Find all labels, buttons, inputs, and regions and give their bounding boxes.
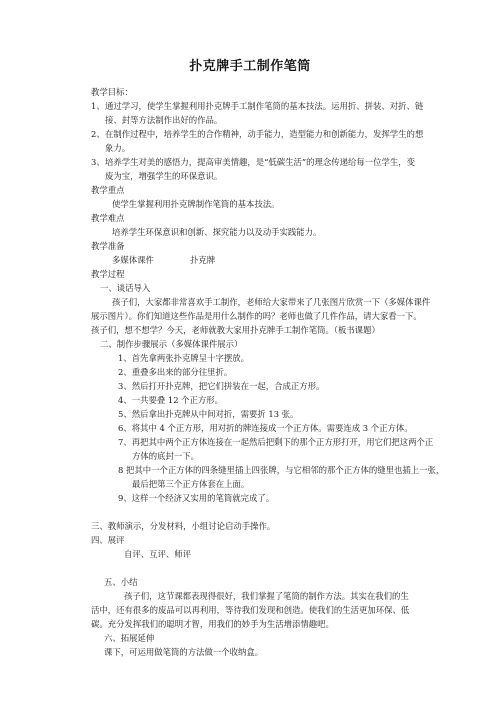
goal-3-number: 3、 — [91, 157, 105, 167]
goal-2-line-2: 象力。 — [105, 143, 131, 153]
step-4: 4、一共要叠 12 个正方形。 — [118, 395, 224, 405]
section-4-text: 自评、互评、师评 — [124, 549, 191, 559]
section-1-line-1: 孩子们，大家都非常喜欢手工制作，老师给大家带来了几张图片欣赏一下（多媒体课件 — [112, 297, 431, 307]
process-heading: 教学过程 — [91, 269, 125, 279]
section-1-heading: 一、谈话导入 — [100, 283, 151, 293]
goal-2-line-1: 在制作过程中，培养学生的合作精神，动手能力，造型能力和创新能力，发挥学生的想 — [105, 129, 424, 139]
goal-3-line-2: 废为宝，增强学生的环保意识。 — [105, 171, 223, 181]
difficulty-heading: 教学难点 — [91, 213, 125, 223]
step-6: 6、将其中 4 个正方形，用对折的牌连接成一个正方体。需要连成 3 个正方体。 — [118, 423, 413, 433]
section-4-heading: 四、展评 — [91, 535, 125, 545]
step-7-line-2: 方体的底封一下。 — [132, 451, 199, 461]
goal-3-line-1: 培养学生对美的感悟力，提高审美情趣，是“低碳生活”的理念传递给每一位学生，变 — [105, 157, 416, 167]
section-5-line-3: 碳。充分发挥我们的聪明才智，用我们的妙手为生活增添情趣吧。 — [91, 619, 334, 629]
step-3: 3、然后打开扑克牌，把它们拼装在一起，合成正方形。 — [118, 381, 325, 391]
section-5-line-1: 孩子们，这节课都表现得很好，我们掌握了笔筒的制作方法。其实在我们的生 — [124, 591, 409, 601]
goal-1-number: 1、 — [91, 101, 105, 111]
document-title: 扑克牌手工制作笔筒 — [189, 59, 311, 74]
section-5-line-2: 活中，还有很多的废品可以再利用，等待我们发现和创造。使我们的生活更加环保、低 — [91, 605, 410, 615]
goal-1-line-1: 通过学习，使学生掌握利用扑克牌手工制作笔筒的基本技法。运用折、拼装、对折、链 — [105, 101, 424, 111]
step-7-line-1: 7、再把其中两个正方体连接在一起然后把剩下的那个正方形打开，用它们把这两个正 — [118, 437, 434, 447]
goal-2-number: 2、 — [91, 129, 105, 139]
section-2-heading: 二、制作步骤展示（多媒体课件展示） — [100, 339, 243, 349]
prep-heading: 教学准备 — [91, 241, 125, 251]
section-5-heading: 五、小结 — [104, 577, 138, 587]
key-text: 使学生掌握利用扑克牌制作笔筒的基本技法。 — [112, 199, 280, 209]
goals-heading: 教学目标： — [91, 87, 133, 97]
section-6-text: 课下，可运用做笔筒的方法做一个收纳盒。 — [104, 647, 264, 657]
difficulty-text: 培养学生环保意识和创新、探究能力以及动手实践能力。 — [112, 227, 322, 237]
step-8-line-2: 最后把第三个正方体套在上面。 — [132, 479, 250, 489]
section-6-heading: 六、拓展延伸 — [104, 633, 155, 643]
step-2: 2、重叠多出来的部分往里折。 — [118, 367, 233, 377]
step-1: 1、首先拿两张扑克牌呈十字摆放。 — [118, 353, 249, 363]
key-heading: 教学重点 — [91, 185, 125, 195]
goal-1-line-2: 接、封等方法制作出好的作品。 — [105, 115, 223, 125]
prep-item-2: 扑克牌 — [190, 255, 216, 265]
step-5: 5、然后拿出扑克牌从中间对折，需要折 13 张。 — [118, 409, 299, 419]
step-9: 9、这样一个经济又实用的笔筒就完成了。 — [118, 493, 275, 503]
section-1-line-3: 孩子们，想不想学？今天，老师就教大家用扑克牌手工制作笔筒。（板书课题） — [91, 325, 380, 335]
step-8-line-1: 8 把其中一个正方体的四条缝里插上四张牌，与它相邻的那个正方体的缝里也插上一张， — [118, 465, 445, 475]
section-3-heading: 三、教师演示，分发材料，小组讨论启动手操作。 — [91, 521, 276, 531]
section-1-line-2: 展示图片）。你们知道这些作品是用什么制作的吗？老师也做了几件作品，请大家看一下。 — [91, 311, 422, 321]
prep-item-1: 多媒体课件 — [112, 255, 154, 265]
